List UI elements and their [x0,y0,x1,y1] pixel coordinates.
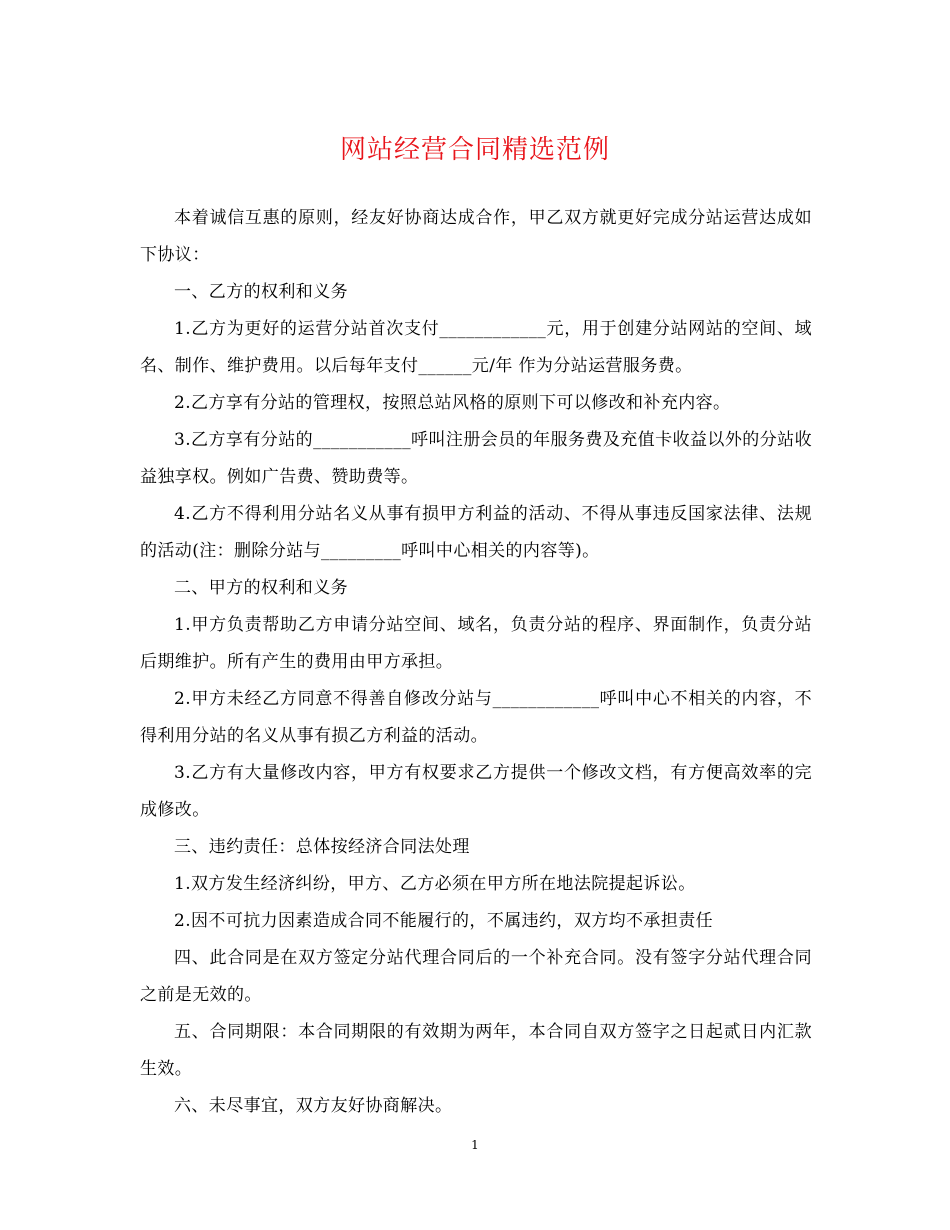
page-number: 1 [471,1138,479,1152]
clause-a-2: 2.甲方未经乙方同意不得善自修改分站与____________呼叫中心不相关的内容，不得利用分站的名义从事有损乙方利益的活动。 [140,689,812,746]
section-term: 五、合同期限：本合同期限的有效期为两年，本合同自双方签字之日起贰日内汇款生效。 [140,1022,812,1079]
document-body [140,200,812,1125]
section-other-matters: 六、未尽事宜，双方友好协商解决。 [174,1096,453,1116]
clause-liability-2: 2.因不可抗力因素造成合同不能履行的，不属违约，双方均不承担责任 [174,911,714,931]
section-heading-party-b: 一、乙方的权利和义务 [174,282,348,302]
clause-b-4: 4.乙方不得利用分站名义从事有损甲方利益的活动、不得从事违反国家法律、法规的活动(注：删除分站与_________呼叫中心相关的内容等)。 [140,504,812,561]
section-supplement: 四、此合同是在双方签定分站代理合同后的一个补充合同。没有签字分站代理合同之前是无效的。 [140,948,812,1005]
intro-paragraph: 本着诚信互惠的原则，经友好协商达成合作，甲乙双方就更好完成分站运营达成如下协议： [140,208,812,265]
clause-a-3: 3.乙方有大量修改内容，甲方有权要求乙方提供一个修改文档，有方便高效率的完成修改。 [140,763,812,820]
clause-a-1: 1.甲方负责帮助乙方申请分站空间、域名，负责分站的程序、界面制作，负责分站后期维护。所有产生的费用由甲方承担。 [140,615,812,672]
document-title: 网站经营合同精选范例 [339,135,610,165]
clause-liability-1: 1.双方发生经济纠纷，甲方、乙方必须在甲方所在地法院提起诉讼。 [174,874,696,894]
section-heading-liability: 三、违约责任：总体按经济合同法处理 [174,837,470,857]
clause-b-1: 1.乙方为更好的运营分站首次支付____________元，用于创建分站网站的空间、域名、制作、维护费用。以后每年支付______元/年 作为分站运营服务费。 [140,319,812,376]
section-heading-party-a: 二、甲方的权利和义务 [174,578,348,598]
clause-b-2: 2.乙方享有分站的管理权，按照总站风格的原则下可以修改和补充内容。 [174,393,731,413]
clause-b-3: 3.乙方享有分站的___________呼叫注册会员的年服务费及充值卡收益以外的分站收益独享权。例如广告费、赞助费等。 [140,430,812,487]
